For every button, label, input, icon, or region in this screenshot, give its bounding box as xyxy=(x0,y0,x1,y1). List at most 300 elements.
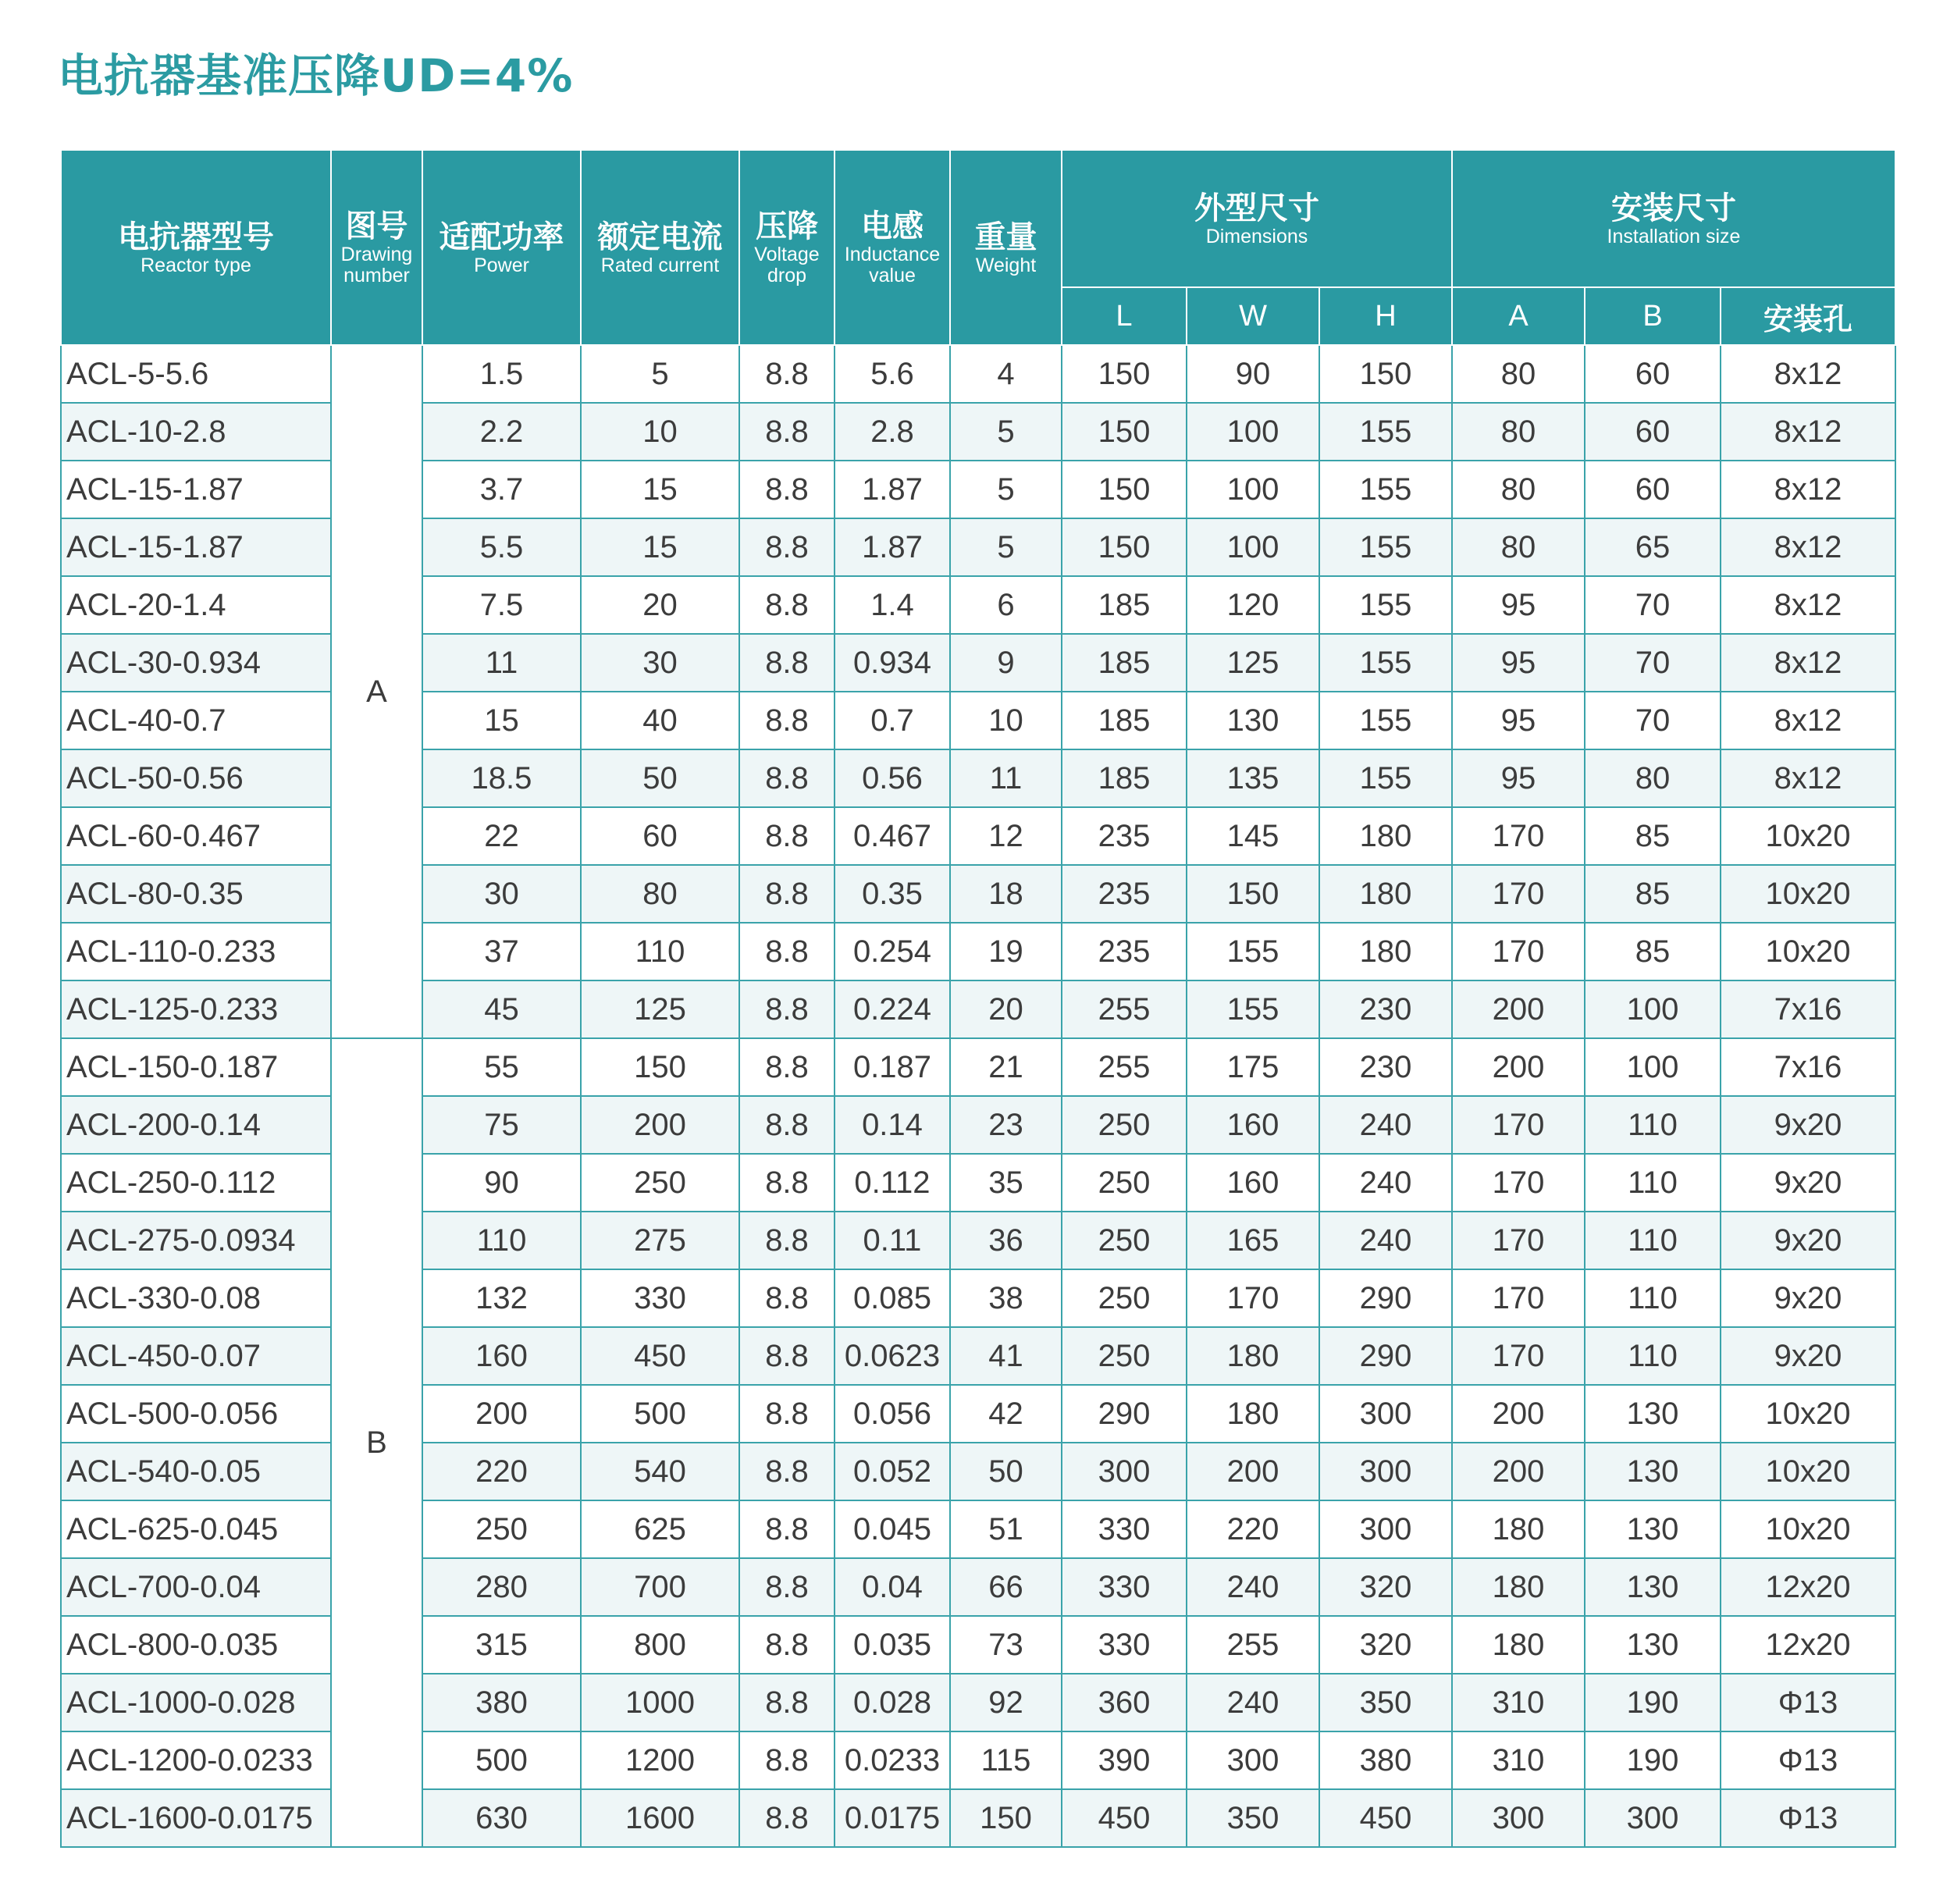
cell-inductance: 5.6 xyxy=(835,345,950,403)
cell-dim-l: 185 xyxy=(1062,634,1187,692)
cell-power: 220 xyxy=(422,1443,581,1500)
cell-rated-current: 150 xyxy=(581,1038,739,1096)
cell-voltage-drop: 8.8 xyxy=(739,980,835,1038)
cell-inductance: 0.045 xyxy=(835,1500,950,1558)
cell-rated-current: 80 xyxy=(581,865,739,923)
cell-power: 200 xyxy=(422,1385,581,1443)
header-weight-en: Weight xyxy=(975,254,1037,276)
cell-dim-l: 250 xyxy=(1062,1212,1187,1269)
cell-power: 250 xyxy=(422,1500,581,1558)
header-dim-h: H xyxy=(1319,287,1452,345)
cell-rated-current: 30 xyxy=(581,634,739,692)
cell-reactor-type: ACL-30-0.934 xyxy=(61,634,331,692)
cell-voltage-drop: 8.8 xyxy=(739,403,835,461)
cell-install-hole: 10x20 xyxy=(1721,807,1895,865)
cell-weight: 38 xyxy=(950,1269,1062,1327)
cell-install-b: 70 xyxy=(1585,692,1721,749)
cell-dim-l: 450 xyxy=(1062,1789,1187,1847)
cell-install-hole: Φ13 xyxy=(1721,1731,1895,1789)
cell-install-b: 100 xyxy=(1585,980,1721,1038)
cell-voltage-drop: 8.8 xyxy=(739,1789,835,1847)
cell-weight: 19 xyxy=(950,923,1062,980)
cell-voltage-drop: 8.8 xyxy=(739,518,835,576)
cell-install-b: 300 xyxy=(1585,1789,1721,1847)
cell-rated-current: 1600 xyxy=(581,1789,739,1847)
header-inductance-zh: 电感 xyxy=(861,208,924,244)
cell-voltage-drop: 8.8 xyxy=(739,461,835,518)
cell-dim-w: 175 xyxy=(1187,1038,1319,1096)
cell-power: 15 xyxy=(422,692,581,749)
cell-dim-w: 135 xyxy=(1187,749,1319,807)
cell-dim-h: 450 xyxy=(1319,1789,1452,1847)
cell-dim-h: 180 xyxy=(1319,865,1452,923)
cell-weight: 11 xyxy=(950,749,1062,807)
cell-install-b: 60 xyxy=(1585,461,1721,518)
cell-voltage-drop: 8.8 xyxy=(739,1096,835,1154)
cell-install-hole: 7x16 xyxy=(1721,980,1895,1038)
cell-power: 315 xyxy=(422,1616,581,1674)
header-weight xyxy=(950,150,1062,345)
cell-inductance: 0.0175 xyxy=(835,1789,950,1847)
cell-install-a: 95 xyxy=(1452,634,1585,692)
cell-dim-w: 255 xyxy=(1187,1616,1319,1674)
cell-power: 2.2 xyxy=(422,403,581,461)
cell-weight: 36 xyxy=(950,1212,1062,1269)
cell-install-hole: 9x20 xyxy=(1721,1096,1895,1154)
cell-dim-h: 290 xyxy=(1319,1269,1452,1327)
cell-inductance: 0.187 xyxy=(835,1038,950,1096)
header-voltage-drop xyxy=(739,150,835,345)
cell-install-b: 60 xyxy=(1585,345,1721,403)
cell-inductance: 0.56 xyxy=(835,749,950,807)
cell-dim-h: 230 xyxy=(1319,980,1452,1038)
cell-weight: 21 xyxy=(950,1038,1062,1096)
cell-voltage-drop: 8.8 xyxy=(739,345,835,403)
cell-rated-current: 540 xyxy=(581,1443,739,1500)
cell-rated-current: 40 xyxy=(581,692,739,749)
cell-install-a: 200 xyxy=(1452,980,1585,1038)
cell-install-b: 110 xyxy=(1585,1269,1721,1327)
cell-install-a: 170 xyxy=(1452,1096,1585,1154)
cell-voltage-drop: 8.8 xyxy=(739,1385,835,1443)
cell-dim-h: 240 xyxy=(1319,1212,1452,1269)
cell-dim-w: 240 xyxy=(1187,1558,1319,1616)
cell-weight: 10 xyxy=(950,692,1062,749)
cell-reactor-type: ACL-20-1.4 xyxy=(61,576,331,634)
cell-power: 380 xyxy=(422,1674,581,1731)
cell-rated-current: 800 xyxy=(581,1616,739,1674)
cell-reactor-type: ACL-540-0.05 xyxy=(61,1443,331,1500)
cell-reactor-type: ACL-60-0.467 xyxy=(61,807,331,865)
cell-weight: 18 xyxy=(950,865,1062,923)
header-drawing-number-en1: Drawing xyxy=(340,244,413,265)
cell-voltage-drop: 8.8 xyxy=(739,1558,835,1616)
cell-install-a: 200 xyxy=(1452,1038,1585,1096)
cell-install-a: 170 xyxy=(1452,923,1585,980)
cell-reactor-type: ACL-15-1.87 xyxy=(61,518,331,576)
cell-inductance: 0.085 xyxy=(835,1269,950,1327)
cell-install-hole: 8x12 xyxy=(1721,461,1895,518)
cell-install-hole: 12x20 xyxy=(1721,1616,1895,1674)
cell-dim-w: 145 xyxy=(1187,807,1319,865)
header-dim-l: L xyxy=(1062,287,1187,345)
header-power-en: Power xyxy=(474,254,529,276)
cell-power: 37 xyxy=(422,923,581,980)
cell-weight: 35 xyxy=(950,1154,1062,1212)
cell-dim-w: 100 xyxy=(1187,403,1319,461)
cell-weight: 23 xyxy=(950,1096,1062,1154)
cell-voltage-drop: 8.8 xyxy=(739,1500,835,1558)
cell-inductance: 0.7 xyxy=(835,692,950,749)
cell-install-hole: 7x16 xyxy=(1721,1038,1895,1096)
cell-install-b: 85 xyxy=(1585,807,1721,865)
cell-install-b: 110 xyxy=(1585,1154,1721,1212)
cell-reactor-type: ACL-10-2.8 xyxy=(61,403,331,461)
cell-voltage-drop: 8.8 xyxy=(739,1154,835,1212)
header-install-hole: 安装孔 xyxy=(1721,287,1895,345)
cell-install-b: 100 xyxy=(1585,1038,1721,1096)
table-row xyxy=(61,1038,1895,1096)
header-installation-size-en: Installation size xyxy=(1607,225,1741,247)
cell-install-a: 95 xyxy=(1452,692,1585,749)
cell-install-a: 170 xyxy=(1452,865,1585,923)
cell-inductance: 0.467 xyxy=(835,807,950,865)
cell-install-hole: 9x20 xyxy=(1721,1269,1895,1327)
cell-reactor-type: ACL-330-0.08 xyxy=(61,1269,331,1327)
cell-install-a: 80 xyxy=(1452,403,1585,461)
cell-weight: 92 xyxy=(950,1674,1062,1731)
cell-weight: 42 xyxy=(950,1385,1062,1443)
cell-install-a: 180 xyxy=(1452,1558,1585,1616)
cell-reactor-type: ACL-5-5.6 xyxy=(61,345,331,403)
cell-install-a: 170 xyxy=(1452,1154,1585,1212)
cell-rated-current: 15 xyxy=(581,461,739,518)
reactor-spec-table xyxy=(60,149,1896,1848)
header-voltage-drop-zh: 压降 xyxy=(756,208,818,244)
cell-install-hole: 8x12 xyxy=(1721,518,1895,576)
cell-dim-h: 320 xyxy=(1319,1558,1452,1616)
header-rated-current xyxy=(581,150,739,345)
header-installation-size xyxy=(1452,150,1895,287)
cell-dim-h: 180 xyxy=(1319,923,1452,980)
cell-power: 18.5 xyxy=(422,749,581,807)
cell-dim-w: 130 xyxy=(1187,692,1319,749)
cell-rated-current: 125 xyxy=(581,980,739,1038)
cell-dim-h: 150 xyxy=(1319,345,1452,403)
header-dimensions-zh: 外型尺寸 xyxy=(1194,190,1319,226)
cell-dim-h: 240 xyxy=(1319,1154,1452,1212)
cell-rated-current: 1000 xyxy=(581,1674,739,1731)
cell-install-a: 180 xyxy=(1452,1500,1585,1558)
cell-reactor-type: ACL-625-0.045 xyxy=(61,1500,331,1558)
cell-rated-current: 250 xyxy=(581,1154,739,1212)
cell-dim-w: 90 xyxy=(1187,345,1319,403)
cell-dim-l: 250 xyxy=(1062,1154,1187,1212)
cell-inductance: 0.0623 xyxy=(835,1327,950,1385)
header-inductance-en2: value xyxy=(869,265,916,286)
cell-inductance: 0.35 xyxy=(835,865,950,923)
cell-dim-h: 155 xyxy=(1319,403,1452,461)
cell-dim-h: 320 xyxy=(1319,1616,1452,1674)
header-inductance xyxy=(835,150,950,345)
cell-install-a: 80 xyxy=(1452,461,1585,518)
cell-rated-current: 110 xyxy=(581,923,739,980)
cell-install-hole: 10x20 xyxy=(1721,1443,1895,1500)
cell-inductance: 0.112 xyxy=(835,1154,950,1212)
cell-dim-w: 350 xyxy=(1187,1789,1319,1847)
cell-inductance: 0.224 xyxy=(835,980,950,1038)
cell-rated-current: 10 xyxy=(581,403,739,461)
cell-dim-w: 165 xyxy=(1187,1212,1319,1269)
cell-weight: 20 xyxy=(950,980,1062,1038)
cell-install-hole: 8x12 xyxy=(1721,576,1895,634)
cell-reactor-type: ACL-450-0.07 xyxy=(61,1327,331,1385)
cell-dim-l: 150 xyxy=(1062,345,1187,403)
cell-reactor-type: ACL-275-0.0934 xyxy=(61,1212,331,1269)
cell-reactor-type: ACL-800-0.035 xyxy=(61,1616,331,1674)
cell-rated-current: 60 xyxy=(581,807,739,865)
cell-inductance: 0.052 xyxy=(835,1443,950,1500)
cell-inductance: 0.04 xyxy=(835,1558,950,1616)
cell-dim-l: 330 xyxy=(1062,1500,1187,1558)
cell-inductance: 0.028 xyxy=(835,1674,950,1731)
cell-weight: 115 xyxy=(950,1731,1062,1789)
cell-dim-l: 150 xyxy=(1062,518,1187,576)
cell-voltage-drop: 8.8 xyxy=(739,1674,835,1731)
cell-dim-h: 290 xyxy=(1319,1327,1452,1385)
header-installation-size-zh: 安装尺寸 xyxy=(1611,190,1736,226)
cell-inductance: 1.87 xyxy=(835,461,950,518)
cell-power: 11 xyxy=(422,634,581,692)
cell-install-a: 95 xyxy=(1452,749,1585,807)
cell-power: 630 xyxy=(422,1789,581,1847)
cell-power: 22 xyxy=(422,807,581,865)
cell-inductance: 1.4 xyxy=(835,576,950,634)
cell-dim-w: 200 xyxy=(1187,1443,1319,1500)
cell-install-b: 85 xyxy=(1585,865,1721,923)
cell-dim-l: 255 xyxy=(1062,1038,1187,1096)
cell-rated-current: 1200 xyxy=(581,1731,739,1789)
header-rated-current-zh: 额定电流 xyxy=(597,219,723,255)
cell-install-hole: 8x12 xyxy=(1721,345,1895,403)
cell-install-b: 130 xyxy=(1585,1616,1721,1674)
cell-rated-current: 330 xyxy=(581,1269,739,1327)
cell-rated-current: 20 xyxy=(581,576,739,634)
cell-dim-l: 235 xyxy=(1062,865,1187,923)
cell-dim-l: 150 xyxy=(1062,461,1187,518)
header-weight-zh: 重量 xyxy=(974,219,1037,255)
cell-install-b: 60 xyxy=(1585,403,1721,461)
cell-dim-h: 155 xyxy=(1319,461,1452,518)
cell-install-a: 170 xyxy=(1452,1327,1585,1385)
cell-rated-current: 50 xyxy=(581,749,739,807)
cell-inductance: 0.11 xyxy=(835,1212,950,1269)
cell-voltage-drop: 8.8 xyxy=(739,576,835,634)
cell-voltage-drop: 8.8 xyxy=(739,865,835,923)
cell-rated-current: 15 xyxy=(581,518,739,576)
cell-dim-l: 255 xyxy=(1062,980,1187,1038)
cell-dim-h: 155 xyxy=(1319,576,1452,634)
header-dimensions xyxy=(1062,150,1452,287)
cell-install-b: 85 xyxy=(1585,923,1721,980)
drawing-group-b: B xyxy=(331,1038,422,1847)
cell-rated-current: 275 xyxy=(581,1212,739,1269)
cell-rated-current: 450 xyxy=(581,1327,739,1385)
cell-reactor-type: ACL-700-0.04 xyxy=(61,1558,331,1616)
cell-power: 110 xyxy=(422,1212,581,1269)
cell-reactor-type: ACL-150-0.187 xyxy=(61,1038,331,1096)
cell-reactor-type: ACL-1600-0.0175 xyxy=(61,1789,331,1847)
cell-install-hole: 10x20 xyxy=(1721,865,1895,923)
cell-voltage-drop: 8.8 xyxy=(739,692,835,749)
cell-reactor-type: ACL-50-0.56 xyxy=(61,749,331,807)
cell-dim-l: 235 xyxy=(1062,923,1187,980)
header-power-zh: 适配功率 xyxy=(439,219,564,255)
cell-inductance: 0.056 xyxy=(835,1385,950,1443)
cell-voltage-drop: 8.8 xyxy=(739,1038,835,1096)
cell-weight: 73 xyxy=(950,1616,1062,1674)
cell-dim-h: 300 xyxy=(1319,1385,1452,1443)
cell-install-hole: 8x12 xyxy=(1721,749,1895,807)
cell-install-a: 80 xyxy=(1452,345,1585,403)
cell-dim-w: 120 xyxy=(1187,576,1319,634)
cell-voltage-drop: 8.8 xyxy=(739,1616,835,1674)
cell-weight: 66 xyxy=(950,1558,1062,1616)
cell-dim-w: 220 xyxy=(1187,1500,1319,1558)
cell-power: 55 xyxy=(422,1038,581,1096)
header-reactor-type-zh: 电抗器型号 xyxy=(118,219,274,255)
header-dim-w: W xyxy=(1187,287,1319,345)
cell-power: 75 xyxy=(422,1096,581,1154)
cell-dim-l: 360 xyxy=(1062,1674,1187,1731)
cell-rated-current: 625 xyxy=(581,1500,739,1558)
cell-voltage-drop: 8.8 xyxy=(739,1212,835,1269)
cell-dim-w: 300 xyxy=(1187,1731,1319,1789)
cell-install-b: 70 xyxy=(1585,576,1721,634)
cell-dim-w: 180 xyxy=(1187,1327,1319,1385)
cell-power: 3.7 xyxy=(422,461,581,518)
cell-voltage-drop: 8.8 xyxy=(739,807,835,865)
cell-inductance: 2.8 xyxy=(835,403,950,461)
cell-dim-h: 155 xyxy=(1319,518,1452,576)
cell-dim-w: 155 xyxy=(1187,980,1319,1038)
cell-power: 30 xyxy=(422,865,581,923)
cell-weight: 5 xyxy=(950,403,1062,461)
header-power xyxy=(422,150,581,345)
header-drawing-number-en2: number xyxy=(343,265,410,286)
cell-weight: 5 xyxy=(950,461,1062,518)
cell-reactor-type: ACL-1000-0.028 xyxy=(61,1674,331,1731)
cell-install-a: 170 xyxy=(1452,1269,1585,1327)
cell-reactor-type: ACL-40-0.7 xyxy=(61,692,331,749)
cell-dim-w: 170 xyxy=(1187,1269,1319,1327)
cell-weight: 9 xyxy=(950,634,1062,692)
cell-voltage-drop: 8.8 xyxy=(739,923,835,980)
cell-dim-l: 300 xyxy=(1062,1443,1187,1500)
cell-install-a: 180 xyxy=(1452,1616,1585,1674)
cell-power: 45 xyxy=(422,980,581,1038)
cell-install-hole: 8x12 xyxy=(1721,634,1895,692)
cell-reactor-type: ACL-200-0.14 xyxy=(61,1096,331,1154)
cell-install-hole: 10x20 xyxy=(1721,923,1895,980)
cell-install-hole: Φ13 xyxy=(1721,1789,1895,1847)
cell-install-hole: 8x12 xyxy=(1721,403,1895,461)
cell-install-a: 200 xyxy=(1452,1443,1585,1500)
cell-reactor-type: ACL-250-0.112 xyxy=(61,1154,331,1212)
cell-weight: 6 xyxy=(950,576,1062,634)
header-drawing-number-zh: 图号 xyxy=(345,208,408,244)
cell-power: 280 xyxy=(422,1558,581,1616)
page-title: 电抗器基准压降UD=4% xyxy=(58,49,574,102)
cell-power: 1.5 xyxy=(422,345,581,403)
cell-dim-w: 100 xyxy=(1187,461,1319,518)
cell-dim-w: 160 xyxy=(1187,1154,1319,1212)
header-install-a: A xyxy=(1452,287,1585,345)
cell-weight: 12 xyxy=(950,807,1062,865)
cell-dim-w: 100 xyxy=(1187,518,1319,576)
cell-rated-current: 5 xyxy=(581,345,739,403)
cell-install-a: 310 xyxy=(1452,1674,1585,1731)
cell-dim-l: 390 xyxy=(1062,1731,1187,1789)
cell-power: 160 xyxy=(422,1327,581,1385)
header-dimensions-en: Dimensions xyxy=(1205,225,1308,247)
cell-power: 500 xyxy=(422,1731,581,1789)
header-voltage-drop-en1: Voltage xyxy=(754,244,820,265)
cell-voltage-drop: 8.8 xyxy=(739,634,835,692)
cell-rated-current: 700 xyxy=(581,1558,739,1616)
cell-dim-h: 180 xyxy=(1319,807,1452,865)
cell-install-b: 110 xyxy=(1585,1096,1721,1154)
cell-install-b: 130 xyxy=(1585,1443,1721,1500)
cell-inductance: 0.0233 xyxy=(835,1731,950,1789)
drawing-group-a: A xyxy=(331,345,422,1038)
cell-reactor-type: ACL-15-1.87 xyxy=(61,461,331,518)
cell-power: 5.5 xyxy=(422,518,581,576)
cell-dim-h: 300 xyxy=(1319,1443,1452,1500)
header-voltage-drop-en2: drop xyxy=(767,265,807,286)
cell-weight: 41 xyxy=(950,1327,1062,1385)
cell-weight: 150 xyxy=(950,1789,1062,1847)
cell-install-a: 200 xyxy=(1452,1385,1585,1443)
cell-install-a: 300 xyxy=(1452,1789,1585,1847)
header-drawing-number xyxy=(331,150,422,345)
cell-inductance: 0.035 xyxy=(835,1616,950,1674)
cell-install-b: 110 xyxy=(1585,1327,1721,1385)
cell-reactor-type: ACL-125-0.233 xyxy=(61,980,331,1038)
header-rated-current-en: Rated current xyxy=(600,254,720,276)
cell-reactor-type: ACL-110-0.233 xyxy=(61,923,331,980)
cell-weight: 5 xyxy=(950,518,1062,576)
header-reactor-type xyxy=(61,150,331,345)
cell-voltage-drop: 8.8 xyxy=(739,749,835,807)
cell-power: 132 xyxy=(422,1269,581,1327)
cell-voltage-drop: 8.8 xyxy=(739,1269,835,1327)
cell-dim-w: 240 xyxy=(1187,1674,1319,1731)
cell-dim-w: 150 xyxy=(1187,865,1319,923)
cell-install-hole: Φ13 xyxy=(1721,1674,1895,1731)
cell-install-b: 130 xyxy=(1585,1500,1721,1558)
header-reactor-type-en: Reactor type xyxy=(141,254,251,276)
cell-install-a: 80 xyxy=(1452,518,1585,576)
cell-dim-w: 160 xyxy=(1187,1096,1319,1154)
cell-dim-w: 155 xyxy=(1187,923,1319,980)
cell-install-b: 130 xyxy=(1585,1558,1721,1616)
cell-dim-h: 350 xyxy=(1319,1674,1452,1731)
cell-dim-l: 185 xyxy=(1062,692,1187,749)
cell-install-b: 65 xyxy=(1585,518,1721,576)
cell-dim-w: 125 xyxy=(1187,634,1319,692)
cell-inductance: 1.87 xyxy=(835,518,950,576)
